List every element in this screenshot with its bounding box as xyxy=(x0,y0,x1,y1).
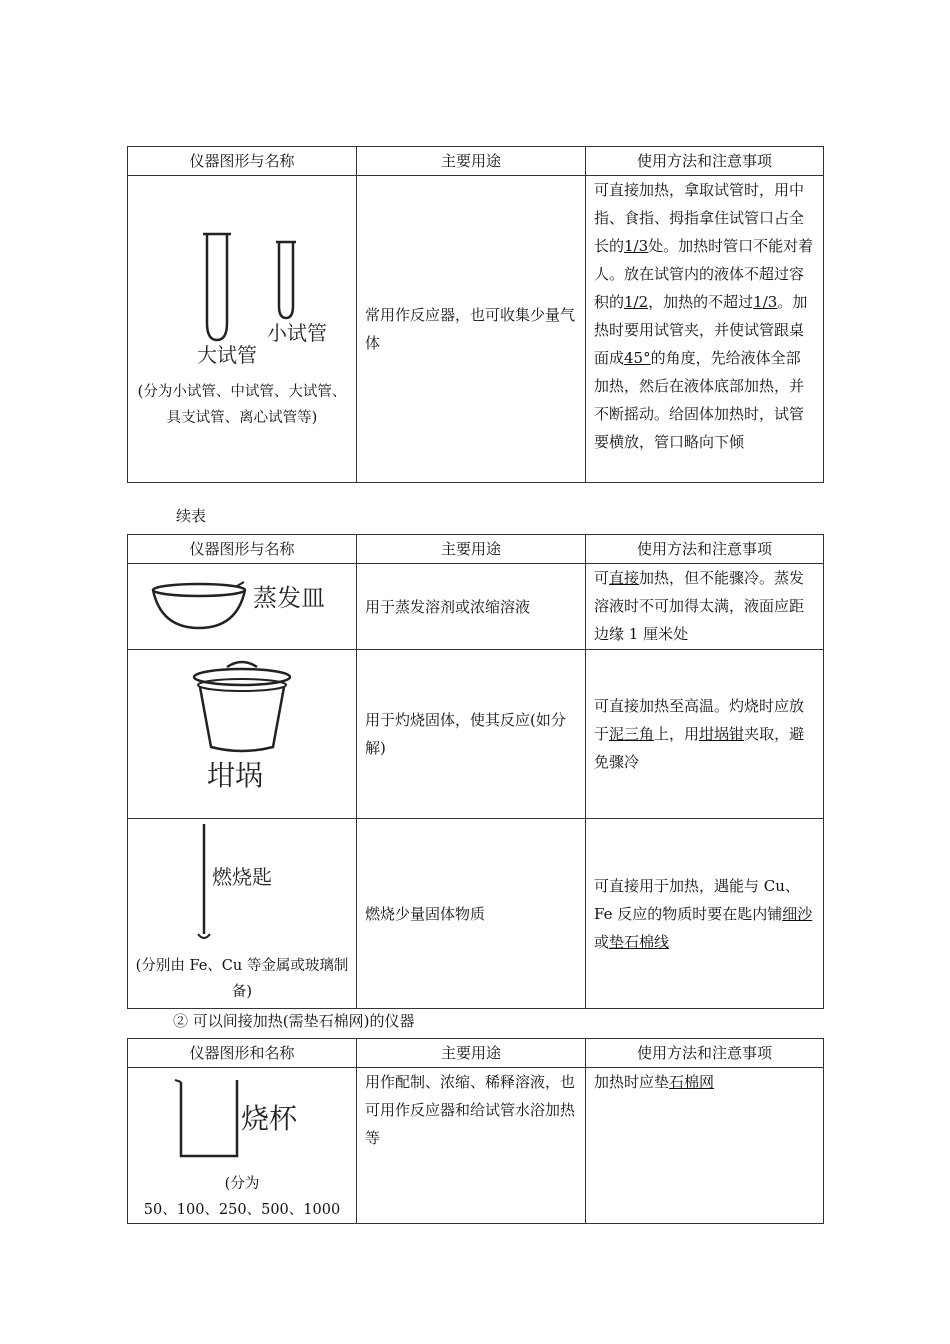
method-underline: 垫石棉线 xyxy=(609,932,670,951)
header-figure-name: 仪器图形与名称 xyxy=(128,535,357,564)
evaporating-dish-label: 蒸发皿 xyxy=(253,584,325,612)
crucible-icon xyxy=(200,687,284,751)
method-cell xyxy=(586,564,824,650)
crucible-figure xyxy=(187,655,297,805)
use-cell: 用于蒸发溶剂或浓缩溶液 xyxy=(357,564,586,650)
method-cell xyxy=(586,1068,824,1224)
table-row xyxy=(128,650,824,819)
table-row xyxy=(128,176,824,483)
method-text: ，加热的不超过 xyxy=(648,293,754,311)
header-main-use: 主要用途 xyxy=(357,535,586,564)
test-tube-caption: (分为小试管、中试管、大试管、具支试管、离心试管等) xyxy=(137,383,347,426)
method-text: 或 xyxy=(594,932,610,951)
method-text: 可直接加热至高温。灼烧时应放于 xyxy=(594,697,805,743)
figure-cell xyxy=(128,1068,357,1224)
header-figure-name: 仪器图形和名称 xyxy=(128,1039,357,1068)
small-test-tube-label: 小试管 xyxy=(267,320,327,345)
small-test-tube-icon xyxy=(279,242,293,318)
beaker-caption-2: 50、100、250、500、1000 xyxy=(143,1202,341,1218)
table-row xyxy=(128,819,824,1009)
table-header-row xyxy=(128,147,824,176)
combustion-spoon-figure xyxy=(182,822,302,944)
method-underline: 石棉网 xyxy=(669,1073,715,1091)
section-heading: ② 可以间接加热(需垫石棉网)的仪器 xyxy=(173,1012,415,1030)
header-usage-notes: 使用方法和注意事项 xyxy=(586,535,824,564)
crucible-label: 坩埚 xyxy=(207,758,264,792)
figure-cell xyxy=(128,564,357,650)
beaker-caption-1: (分为 xyxy=(224,1176,260,1192)
method-cell xyxy=(586,176,824,483)
method-underline: 细沙 xyxy=(782,904,813,923)
method-text: 加热，但不能骤冷。蒸发溶液时不可加得太满，液面应距边缘 1 厘米处 xyxy=(594,569,805,643)
table-indirect-heating xyxy=(127,1038,824,1224)
method-text: 可直接用于加热，遇能与 Cu、Fe 反应的物质时要在匙内铺 xyxy=(594,876,800,923)
header-main-use: 主要用途 xyxy=(357,1039,586,1068)
table-test-tubes xyxy=(127,146,824,483)
method-underline: 1/3 xyxy=(624,237,649,255)
combustion-spoon-caption: (分别由 Fe、Cu 等金属或玻璃制备) xyxy=(135,958,349,1000)
method-text: 上，用 xyxy=(654,725,700,743)
method-text: 。加热时要用试管夹，并使试管跟桌面成 xyxy=(594,293,808,367)
combustion-spoon-label: 燃烧匙 xyxy=(212,865,272,889)
figure-cell xyxy=(128,650,357,819)
evaporating-dish-figure xyxy=(147,566,337,638)
method-text: 处。加热时管口不能对着人。放在试管内的液体不超过容积的 xyxy=(594,237,814,311)
method-text: 夹取，避免骤冷 xyxy=(594,725,805,771)
method-underline: 坩埚钳 xyxy=(699,725,745,743)
header-usage-notes: 使用方法和注意事项 xyxy=(586,147,824,176)
method-underline: 1/2 xyxy=(624,293,649,311)
use-cell: 常用作反应器，也可收集少量气体 xyxy=(357,176,586,483)
method-cell xyxy=(586,819,824,1009)
beaker-icon xyxy=(181,1080,237,1156)
method-underline: 45° xyxy=(624,349,651,367)
continued-label: 续表 xyxy=(176,507,207,525)
method-underline: 泥三角 xyxy=(609,725,655,743)
header-usage-notes: 使用方法和注意事项 xyxy=(586,1039,824,1068)
table-row xyxy=(128,1068,824,1224)
beaker-figure xyxy=(167,1072,317,1162)
method-cell xyxy=(586,650,824,819)
method-text: 可 xyxy=(594,569,610,587)
method-text: 可直接加热，拿取试管时，用中指、食指、拇指拿住试管口占全长的 xyxy=(594,181,805,255)
method-underline: 直接 xyxy=(609,569,640,587)
table-header-row xyxy=(128,535,824,564)
test-tube-figure xyxy=(167,228,327,370)
method-underline: 1/3 xyxy=(753,293,778,311)
use-cell: 用于灼烧固体，使其反应(如分解) xyxy=(357,650,586,819)
use-cell: 燃烧少量固体物质 xyxy=(357,819,586,1009)
use-cell: 用作配制、浓缩、稀释溶液，也可用作反应器和给试管水浴加热等 xyxy=(357,1068,586,1224)
big-test-tube-icon xyxy=(207,234,227,340)
beaker-label: 烧杯 xyxy=(241,1102,298,1135)
big-test-tube-label: 大试管 xyxy=(197,342,257,367)
method-text: 加热时应垫 xyxy=(594,1073,670,1091)
figure-cell xyxy=(128,176,357,483)
method-text: 的角度，先给液体全部加热，然后在液体底部加热，并不断摇动。给固体加热时，试管要横放，管口略向下倾 xyxy=(594,349,805,451)
table-direct-heating xyxy=(127,534,824,1009)
figure-cell xyxy=(128,819,357,1009)
table-row xyxy=(128,564,824,650)
header-main-use: 主要用途 xyxy=(357,147,586,176)
table-header-row xyxy=(128,1039,824,1068)
header-figure-name: 仪器图形与名称 xyxy=(128,147,357,176)
